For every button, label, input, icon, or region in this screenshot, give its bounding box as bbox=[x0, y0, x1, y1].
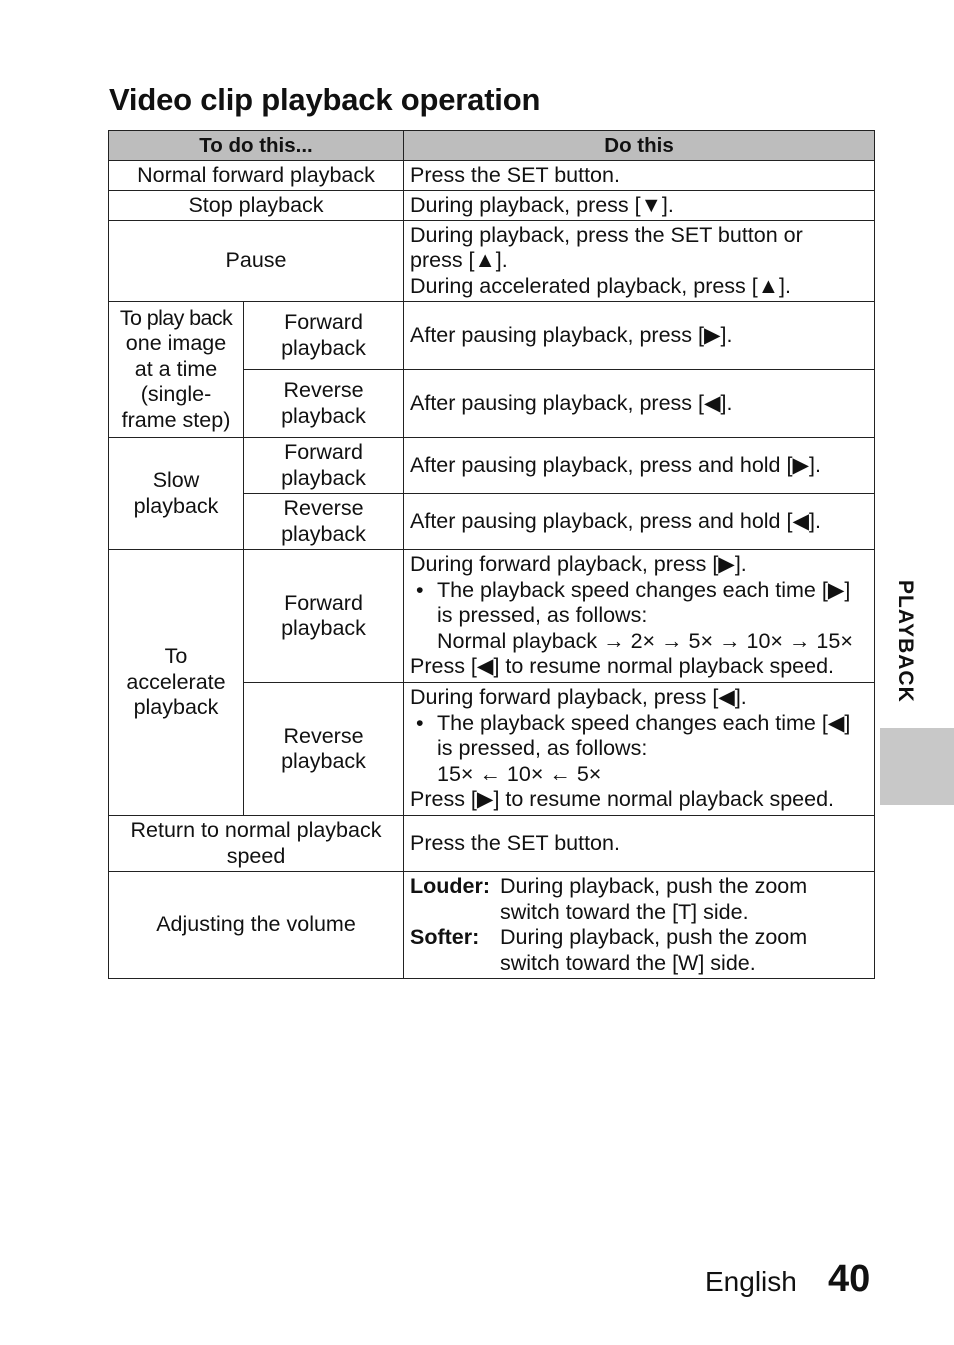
sub-label-reverse bbox=[244, 370, 404, 438]
bullet-dot: • bbox=[416, 577, 424, 602]
table-row bbox=[109, 221, 875, 302]
table-row bbox=[109, 302, 875, 370]
row-action: After pausing playback, press [▶]. bbox=[404, 302, 875, 370]
label-line: speed bbox=[226, 843, 286, 868]
label-line: playback bbox=[281, 749, 366, 773]
sub-label-forward bbox=[244, 302, 404, 370]
label-line: Forward bbox=[284, 590, 363, 615]
row-action: During playback, press [▼]. bbox=[404, 191, 875, 221]
action-line: is pressed, as follows: bbox=[437, 603, 648, 628]
row-action: After pausing playback, press [◀]. bbox=[404, 370, 875, 438]
table-row bbox=[109, 550, 875, 683]
table-row bbox=[109, 191, 875, 221]
table-row bbox=[109, 816, 875, 872]
louder-entry bbox=[410, 874, 868, 925]
label-line: To bbox=[164, 644, 188, 669]
bullet-item bbox=[410, 578, 868, 604]
row-label: Normal forward playback bbox=[109, 161, 404, 191]
action-line: switch toward the [T] side. bbox=[500, 899, 749, 924]
row-action: After pausing playback, press and hold [▶]. bbox=[404, 438, 875, 494]
action-line: is pressed, as follows: bbox=[437, 736, 648, 761]
group-label-accelerate bbox=[109, 550, 244, 816]
label-line: Slow bbox=[152, 468, 200, 492]
label-line: (single- bbox=[140, 382, 212, 407]
label-line: accelerate bbox=[126, 669, 226, 694]
louder-text bbox=[500, 874, 868, 925]
label-line: playback bbox=[281, 616, 366, 640]
action-line: press [▲]. bbox=[410, 248, 508, 273]
label-line: Return to normal playback bbox=[130, 818, 382, 842]
label-line: Reverse bbox=[283, 378, 364, 402]
table-row bbox=[109, 438, 875, 494]
action-line: During playback, push the zoom bbox=[500, 874, 808, 898]
sub-label-reverse bbox=[244, 683, 404, 816]
row-action bbox=[404, 221, 875, 302]
louder-key: Louder: bbox=[410, 874, 491, 898]
label-line: playback bbox=[133, 695, 219, 720]
group-label-slow bbox=[109, 438, 244, 550]
label-line: playback bbox=[281, 521, 366, 546]
speed-sequence: 15× ← 10× ← 5× bbox=[437, 761, 602, 786]
header-to-do-this: To do this... bbox=[109, 131, 404, 161]
section-side-label: PLAYBACK bbox=[894, 580, 917, 703]
row-action bbox=[404, 683, 875, 816]
action-line: During accelerated playback, press [▲]. bbox=[410, 273, 791, 298]
row-action: Press the SET button. bbox=[404, 161, 875, 191]
label-line: one image bbox=[125, 331, 227, 356]
row-action: Press the SET button. bbox=[404, 816, 875, 872]
footer-language: English bbox=[705, 1266, 797, 1297]
row-label bbox=[109, 816, 404, 872]
sub-label-forward bbox=[244, 550, 404, 683]
label-line: Forward bbox=[284, 440, 363, 464]
label-line: playback bbox=[281, 335, 366, 360]
section-tab-marker bbox=[880, 728, 954, 805]
row-action bbox=[404, 550, 875, 683]
label-line: Reverse bbox=[283, 723, 364, 748]
bullet-text: The playback speed changes each time [▶] bbox=[437, 577, 851, 602]
label-line: Forward bbox=[284, 310, 363, 334]
row-action: After pausing playback, press and hold [◀]. bbox=[404, 494, 875, 550]
action-line: switch toward the [W] side. bbox=[500, 950, 756, 975]
sub-label-reverse bbox=[244, 494, 404, 550]
row-label: Pause bbox=[109, 221, 404, 302]
table-header-row bbox=[109, 131, 875, 161]
action-line: Press [▶] to resume normal playback speed. bbox=[410, 787, 835, 812]
label-line: frame step) bbox=[121, 407, 231, 432]
softer-key: Softer: bbox=[410, 925, 480, 949]
label-line: To play back bbox=[119, 305, 233, 330]
action-line: During forward playback, press [◀]. bbox=[410, 685, 747, 710]
speed-sequence: Normal playback → 2× → 5× → 10× → 15× bbox=[437, 628, 853, 653]
page-title: Video clip playback operation bbox=[109, 82, 541, 117]
row-label: Stop playback bbox=[109, 191, 404, 221]
header-do-this: Do this bbox=[404, 131, 875, 161]
bullet-text: The playback speed changes each time [◀] bbox=[437, 710, 851, 735]
row-action bbox=[404, 872, 875, 979]
action-line: During playback, push the zoom bbox=[500, 925, 808, 949]
playback-operations-table bbox=[108, 130, 875, 979]
softer-entry bbox=[410, 925, 868, 976]
bullet-item bbox=[410, 711, 868, 737]
label-line: Reverse bbox=[283, 496, 364, 520]
table-row bbox=[109, 872, 875, 979]
row-label: Adjusting the volume bbox=[109, 872, 404, 979]
label-line: playback bbox=[281, 465, 366, 490]
action-line: During playback, press the SET button or bbox=[410, 222, 803, 247]
action-line: Press [◀] to resume normal playback speed. bbox=[410, 654, 835, 679]
label-line: playback bbox=[133, 493, 219, 518]
label-line: at a time bbox=[134, 356, 218, 381]
table-row bbox=[109, 161, 875, 191]
softer-text bbox=[500, 925, 868, 976]
sub-label-forward bbox=[244, 438, 404, 494]
page-number: 40 bbox=[828, 1258, 871, 1300]
bullet-dot: • bbox=[416, 710, 424, 735]
group-label-single-frame bbox=[109, 302, 244, 438]
label-line: playback bbox=[281, 403, 366, 428]
action-line: During forward playback, press [▶]. bbox=[410, 552, 747, 577]
